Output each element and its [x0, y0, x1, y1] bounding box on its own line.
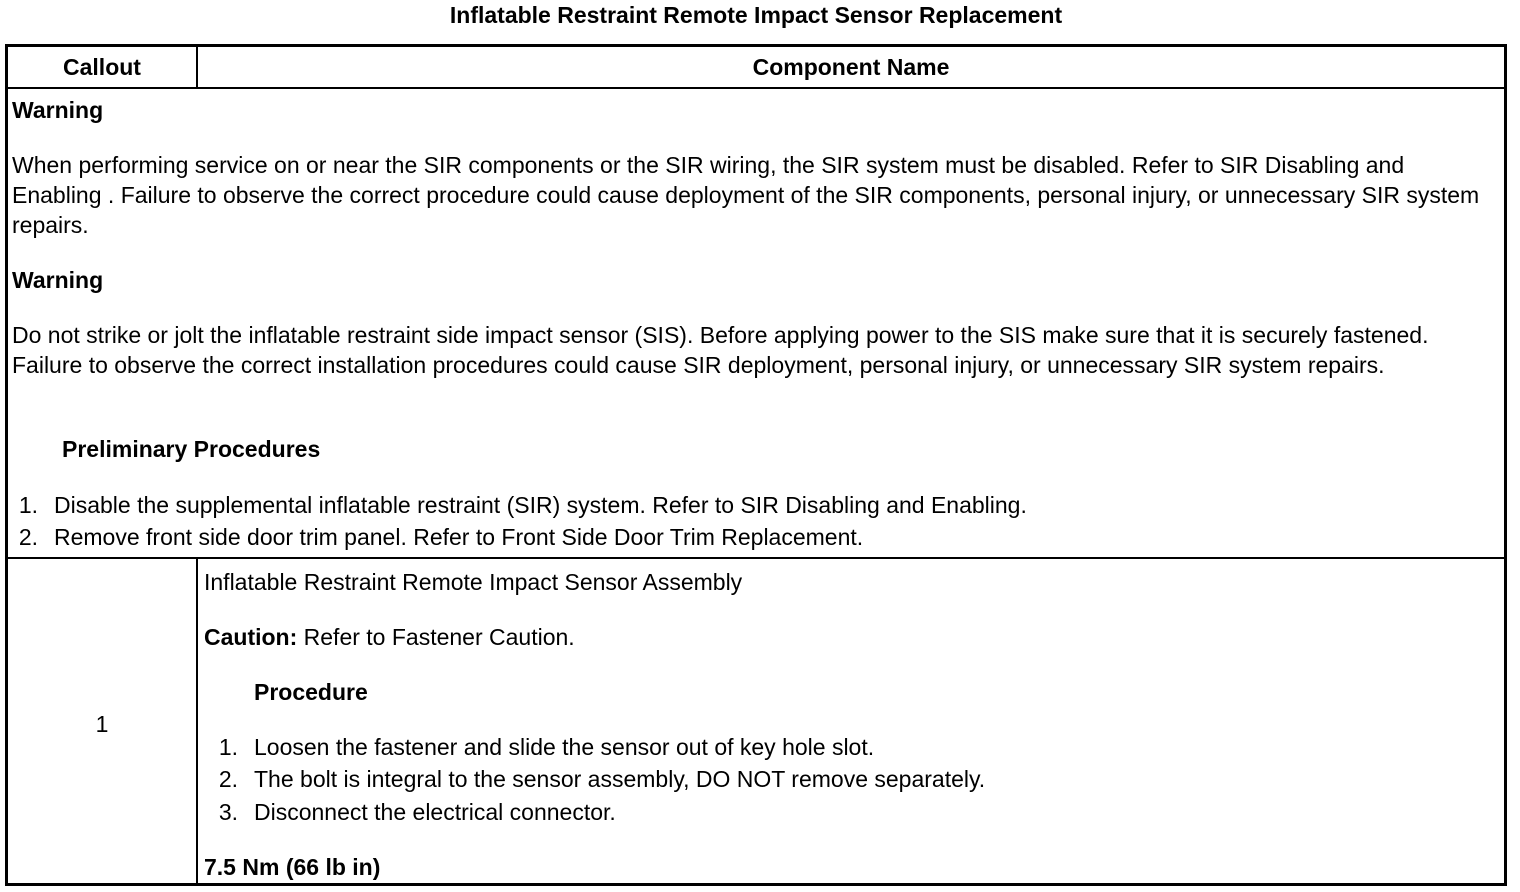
preliminary-procedures-heading: Preliminary Procedures: [62, 436, 321, 462]
procedure-step: [208, 797, 616, 827]
warning-2-text: Do not strike or jolt the inflatable restraint side impact sensor (SIS). Before applying power to the SIS make sure that it is securely fastened. Failure to observe the correct installation procedures could cause SIR deployment, personal injury, or unnecessary SIR system repairs.: [12, 322, 1429, 378]
procedure-table: [5, 44, 1507, 886]
component-cell: [198, 559, 1504, 883]
step-text: Remove front side door trim panel. Refer to Front Side Door Trim Replacement.: [54, 524, 864, 550]
preliminary-step: [8, 522, 863, 552]
callout-cell: [8, 559, 198, 883]
torque-spec: 7.5 Nm (66 lb in): [204, 854, 381, 880]
table-row: [8, 559, 1504, 883]
step-number: 1.: [218, 734, 238, 760]
step-text: Disable the supplemental inflatable restraint (SIR) system. Refer to SIR Disabling and Enabling.: [54, 492, 1027, 518]
table-header-row: [8, 47, 1504, 89]
preliminary-step: [8, 490, 1027, 520]
callout-number: 1: [95, 711, 109, 737]
intro-cell: [8, 89, 1504, 559]
warning-1-label: Warning: [12, 97, 104, 123]
procedure-step: [208, 764, 985, 794]
component-name-column-header: Component Name: [752, 54, 950, 80]
caution-text: Refer to Fastener Caution.: [297, 624, 575, 650]
callout-column-header: Callout: [8, 47, 198, 87]
page-title: Inflatable Restraint Remote Impact Sensor Replacement: [449, 2, 1063, 28]
caution-line: [204, 622, 575, 652]
step-text: The bolt is integral to the sensor assembly, DO NOT remove separately.: [254, 766, 986, 792]
step-number: 2.: [218, 766, 238, 792]
step-number: 1.: [18, 492, 38, 518]
warning-2-label: Warning: [12, 267, 104, 293]
caution-label: Caution:: [204, 624, 298, 650]
step-text: Disconnect the electrical connector.: [254, 799, 616, 825]
procedure-step: [208, 732, 874, 762]
warning-1-text: When performing service on or near the SIR components or the SIR wiring, the SIR system must be disabled. Refer to SIR Disabling and Enabling . Failure to observe the correct procedure could cause deployment of the SIR components, personal injury, or unnecessary SIR system repairs.: [12, 152, 1480, 238]
procedure-heading: Procedure: [254, 679, 368, 705]
step-text: Loosen the fastener and slide the sensor out of key hole slot.: [254, 734, 875, 760]
component-name: Inflatable Restraint Remote Impact Sensor Assembly: [204, 569, 743, 595]
step-number: 3.: [218, 799, 238, 825]
step-number: 2.: [18, 524, 38, 550]
